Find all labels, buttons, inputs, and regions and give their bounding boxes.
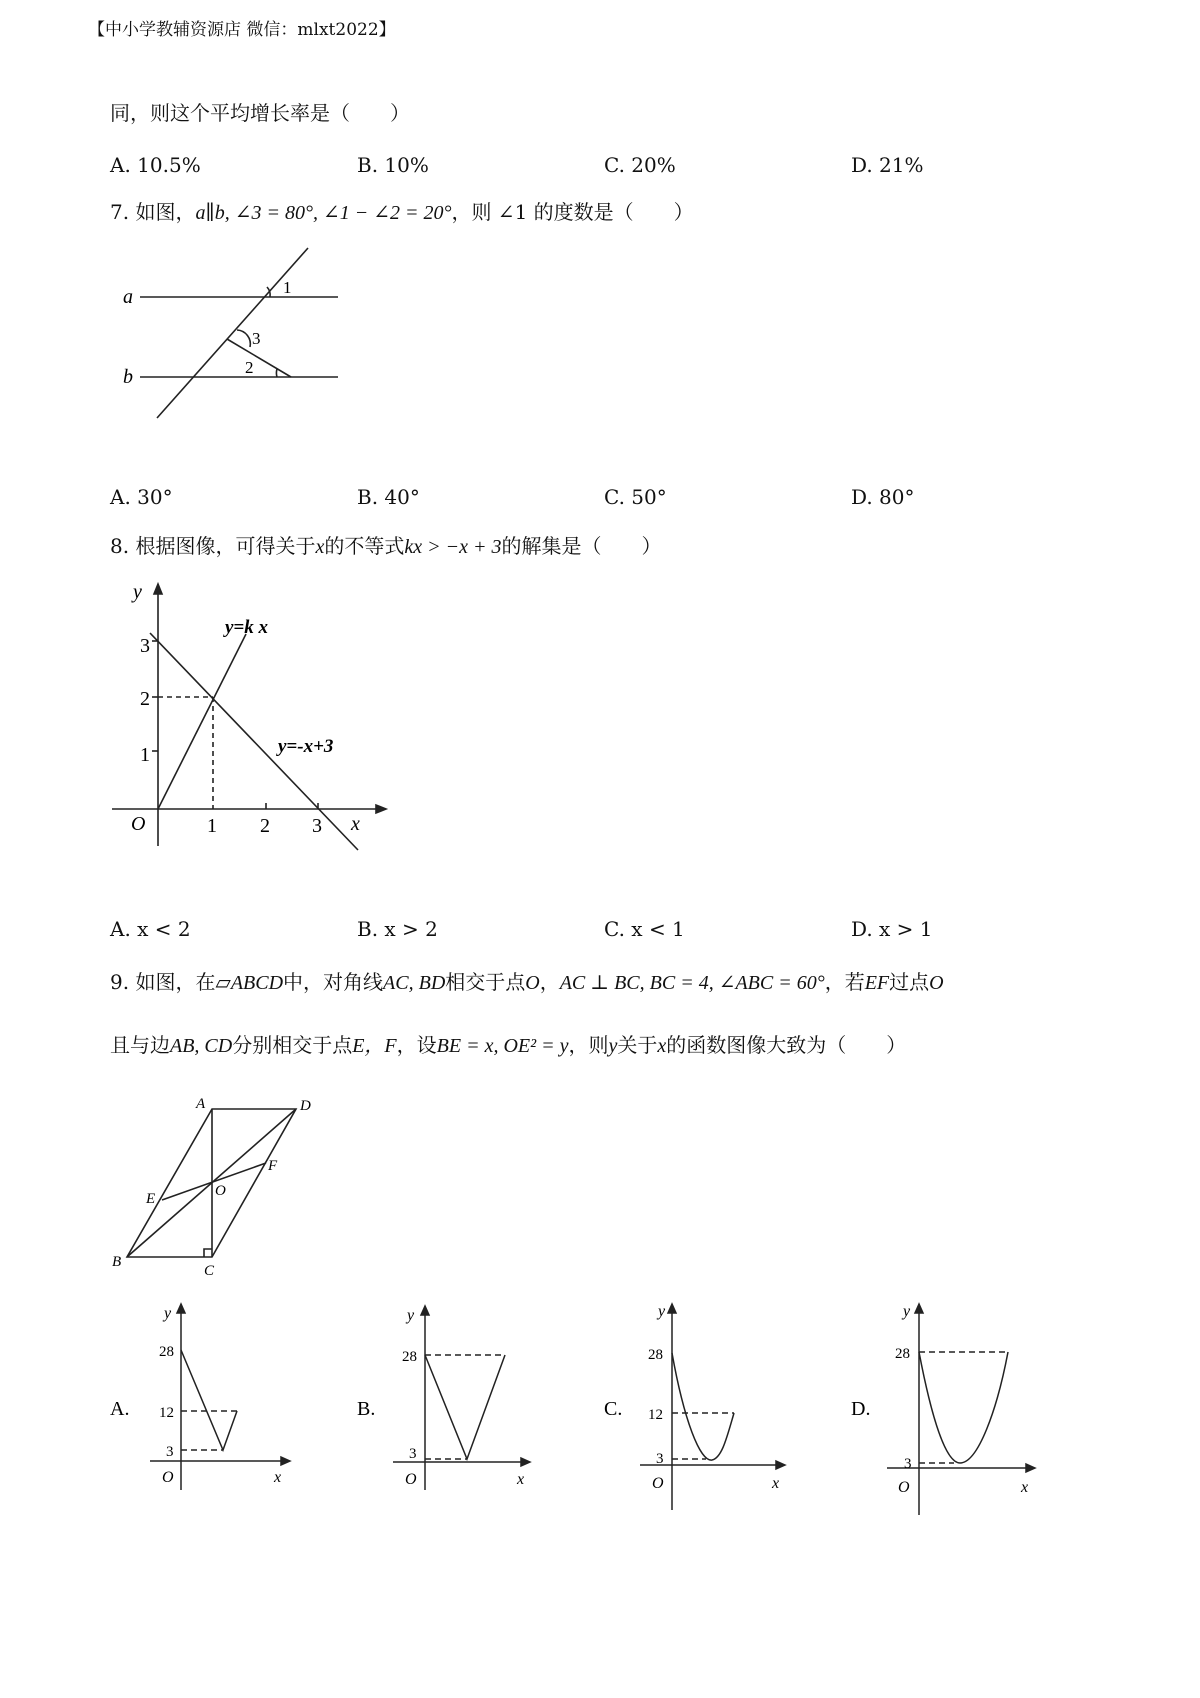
option-b-label: B. <box>357 1398 376 1420</box>
tick-x-3: 3 <box>312 815 322 837</box>
option-a-label: A. <box>110 1398 130 1420</box>
q8-end: 的解集是（ ） <box>501 534 662 558</box>
svg-text:x: x <box>1021 1479 1029 1496</box>
svg-text:O: O <box>652 1475 664 1492</box>
tick-y-3: 3 <box>140 635 150 657</box>
label-angle-1: 1 <box>283 278 292 297</box>
tick-y-1: 1 <box>140 744 150 766</box>
q7-number: 7. 如图， <box>110 200 196 224</box>
svg-text:28: 28 <box>895 1346 910 1362</box>
label-B: B <box>112 1254 122 1270</box>
q7-option-d: D. 80° <box>851 485 915 509</box>
q8-option-c: C. x < 1 <box>604 917 685 941</box>
q8-lead: 8. 根据图像，可得关于 <box>110 534 316 558</box>
q9-question-line1: 9. 如图，在▱ABCD中，对角线AC, BD相交于点O，AC ⊥ BC, BC = 4, ∠ABC = 60°，若EF过点O <box>110 970 944 994</box>
label-C: C <box>204 1263 215 1279</box>
q6-option-c: C. 20% <box>604 153 676 177</box>
label-angle-3: 3 <box>252 329 261 348</box>
svg-text:x: x <box>772 1475 780 1492</box>
svg-text:O: O <box>405 1471 417 1488</box>
label-E: E <box>146 1191 156 1207</box>
svg-text:y: y <box>658 1303 666 1320</box>
q6-option-a: A. 10.5% <box>110 153 201 177</box>
q7-ask: ，则 ∠1 的度数是（ ） <box>451 200 694 224</box>
graph-option-c <box>604 1303 785 1510</box>
x-label: x <box>351 813 360 835</box>
tick-x-2: 2 <box>260 815 270 837</box>
q8-mid: 的不等式 <box>324 534 405 558</box>
q9-question-line2: 且与边AB, CD分别相交于点E，F，设BE = x, OE² = y，则y关于x的函数图像大致为（ ） <box>110 1033 907 1057</box>
q8-option-b: B. x > 2 <box>357 917 438 941</box>
tick-y-2: 2 <box>140 688 150 710</box>
svg-text:12: 12 <box>159 1405 174 1421</box>
svg-text:x: x <box>274 1469 282 1486</box>
label-angle-2: 2 <box>245 358 254 377</box>
svg-text:3: 3 <box>656 1451 664 1467</box>
label-O: O <box>215 1183 226 1199</box>
svg-text:28: 28 <box>159 1344 174 1360</box>
option-d-label: D. <box>851 1398 871 1420</box>
graph-option-b <box>357 1306 530 1490</box>
svg-text:3: 3 <box>166 1444 174 1460</box>
svg-text:28: 28 <box>648 1347 663 1363</box>
svg-text:12: 12 <box>648 1407 663 1423</box>
svg-text:y: y <box>407 1307 415 1324</box>
q8-inequality: kx > −x + 3 <box>404 536 502 558</box>
y-label: y <box>133 581 142 603</box>
option-c-label: C. <box>604 1398 623 1420</box>
svg-text:y: y <box>164 1305 172 1322</box>
label-A: A <box>196 1096 206 1112</box>
q8-option-d: D. x > 1 <box>851 917 933 941</box>
graph-option-d <box>851 1303 1035 1515</box>
q7-option-b: B. 40° <box>357 485 420 509</box>
svg-text:3: 3 <box>904 1456 912 1472</box>
q8-variable: x <box>315 536 325 558</box>
tick-x-1: 1 <box>207 815 217 837</box>
label-b: b <box>123 366 133 388</box>
svg-text:x: x <box>517 1471 525 1488</box>
q7-condition: a∥b, ∠3 = 80°, ∠1 − ∠2 = 20° <box>195 202 452 224</box>
svg-text:28: 28 <box>402 1349 417 1365</box>
label-y-kx: y=k x <box>225 617 269 638</box>
svg-text:O: O <box>162 1469 174 1486</box>
svg-text:y: y <box>903 1303 911 1320</box>
graph-option-a <box>110 1304 290 1490</box>
page-header: 【中小学教辅资源店 微信：mlxt2022】 <box>88 20 396 40</box>
label-F: F <box>268 1158 278 1174</box>
q7-option-a: A. 30° <box>110 485 173 509</box>
origin-label: O <box>131 813 146 835</box>
label-a: a <box>123 286 133 308</box>
svg-text:O: O <box>898 1479 910 1496</box>
q6-option-d: D. 21% <box>851 153 924 177</box>
label-y-neg-x-3: y=-x+3 <box>278 736 334 757</box>
svg-text:3: 3 <box>409 1446 417 1462</box>
q6-option-b: B. 10% <box>357 153 429 177</box>
q8-option-a: A. x < 2 <box>110 917 191 941</box>
q7-option-c: C. 50° <box>604 485 667 509</box>
q6-text: 同，则这个平均增长率是（ ） <box>110 101 410 125</box>
label-D: D <box>300 1098 311 1114</box>
